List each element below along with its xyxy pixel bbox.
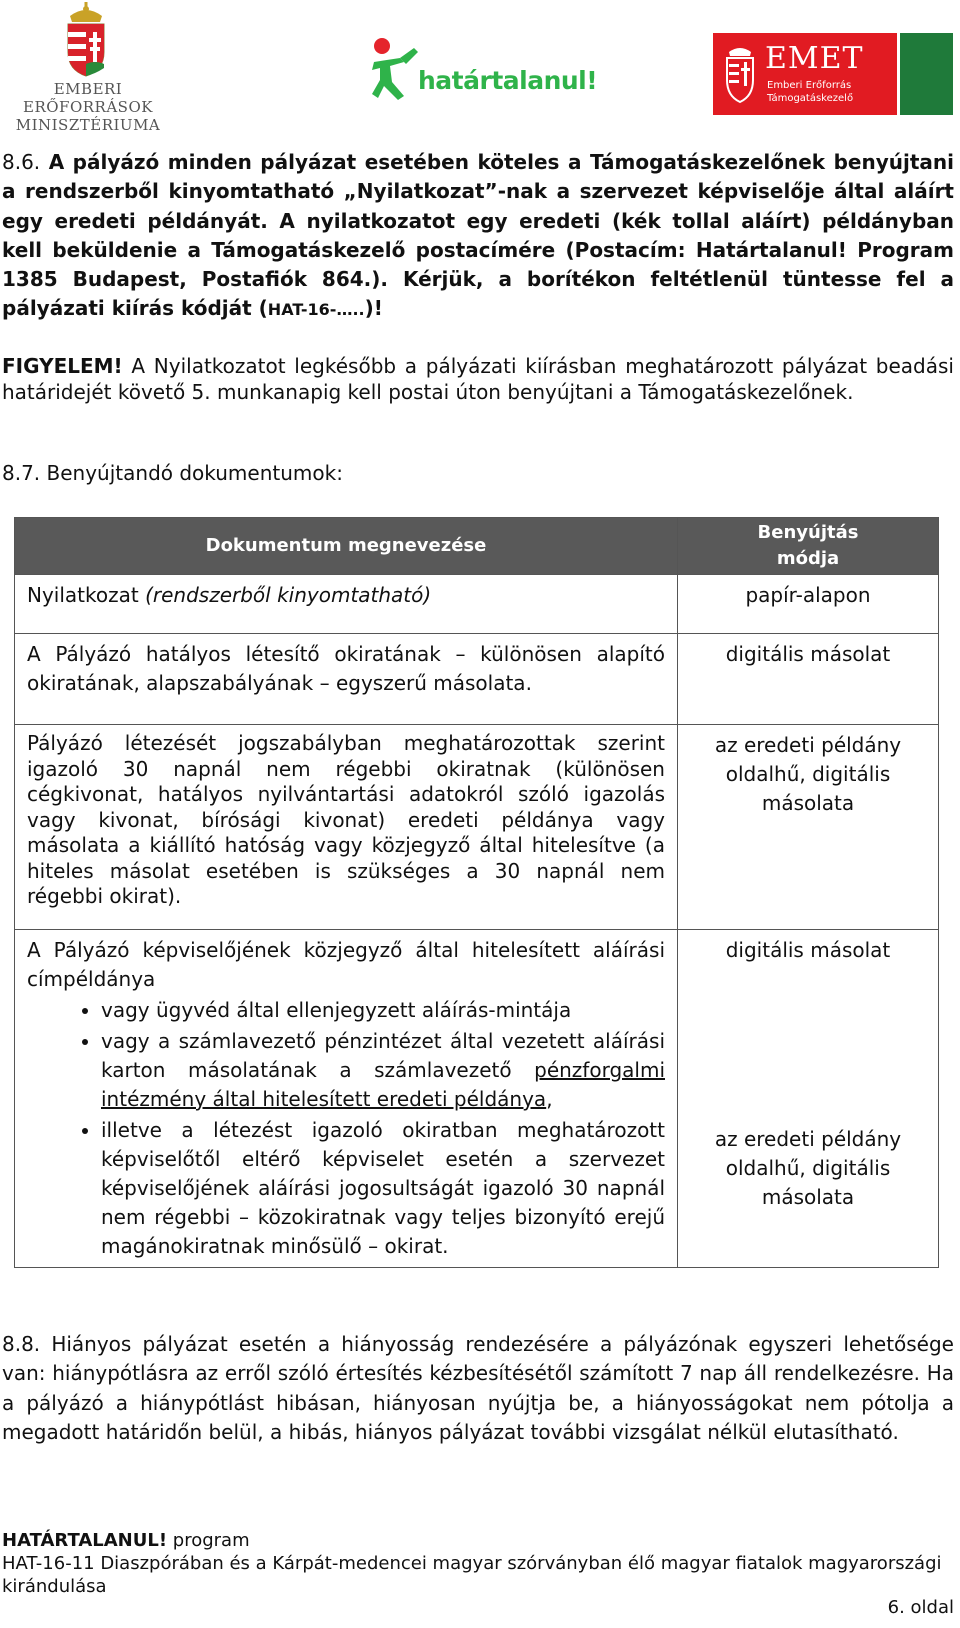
notice-text: A Nyilatkozatot legkésőbb a pályázati kiírásban meghatározott pályázat beadási határidejét követő 5. munkanapig kell postai úton benyújtani a Támogatáskezelőnek. [2,354,954,404]
footer-program [2,1529,954,1552]
document-cell: Pályázó létezését jogszabályban meghatározottak szerint igazoló 30 napnál nem régebbi okiratnak (különösen cégkivonat, hatályos nyilvántartási adatokról szóló igazolás vagy kivonat, bírósági kivonat) eredeti példánya vagy másolata a kiállító hatóság vagy közjegyző által hitelesítve (a hiteles másolat esetében is szükséges a 30 napnál nem régebbi okirat). [15,725,678,930]
program-logo-text: határtalanul! [418,66,598,95]
document-name: Nyilatkozat [27,583,146,607]
call-code: HAT-16-….. [267,300,365,320]
method-cell [678,930,939,1268]
notice-paragraph [2,354,954,405]
footer-program-suffix: program [167,1530,250,1551]
section-8-7-heading: 8.7. Benyújtandó dokumentumok: [2,461,343,485]
document-intro: A Pályázó képviselőjének közjegyző által hitelesített aláírási címpéldánya [27,938,665,991]
document-note: (rendszerből kinyomtatható) [145,583,432,607]
table-row [15,725,939,930]
ministry-name-line2: MINISZTÉRIUMA [15,116,161,134]
method-bottom: az eredeti példány oldalhű, digitális másolata [714,1127,902,1209]
table-row [15,575,939,634]
underlined-text: pénzforgalmi intézmény által hitelesített eredeti példánya [101,1058,665,1111]
table-row [15,930,939,1268]
emet-sub-line1: Emberi Erőforrás [767,80,852,91]
section-8-6-tail: )! [364,296,383,321]
method-top: digitális másolat [725,938,891,962]
document-cell: A Pályázó hatályos létesítő okiratának – különösen alapító okiratának, alapszabályának – egyszerű másolata. [15,634,678,725]
section-8-6 [2,148,954,325]
footer-program-name: HATÁRTALANUL! [2,1530,168,1551]
emet-logo [713,33,953,115]
method-cell: az eredeti példány oldalhű, digitális másolata [678,725,939,930]
method-cell: digitális másolat [678,634,939,725]
documents-table [14,517,939,1268]
emet-coat-of-arms-icon [723,44,757,104]
section-8-6-number: 8.6. [2,150,41,174]
table-row [15,634,939,725]
coat-of-arms-icon [60,2,112,78]
list-item: • illetve a létezést igazoló okiratban meghatározott képviselőtől eltérő képviselet esetén a szervezet képviselőjének aláírási jogosultságát igazoló 30 napnál nem régebbi – közokiratnak vagy teljes bizonyító erejű magánokiratnak minősülő – okirat. [101,1116,665,1261]
emet-sub-line2: Támogatáskezelő [767,93,854,104]
ministry-name-line1: EMBERI ERŐFORRÁSOK [23,80,153,116]
page-number: 6. oldal [887,1597,954,1618]
bullet-text: vagy a számlavezető pénzintézet által vezetett aláírási karton másolatának a számlavezető [101,1029,665,1082]
column-header-document: Dokumentum megnevezése [15,518,678,575]
method-cell: papír-alapon [678,575,939,634]
bullet-tail: , [546,1087,553,1111]
notice-label: FIGYELEM! [2,354,123,378]
emet-green-block [900,33,953,115]
ministry-logo [2,0,172,134]
document-bullet-list [27,996,665,1261]
emet-name: EMET [765,41,864,76]
document-cell [15,575,678,634]
section-8-6-text: A pályázó minden pályázat esetében köteles a Támogatáskezelőnek benyújtani a rendszerből kinyomtatható „Nyilatkozat”-nak a szervezet képviselője által aláírt egy eredeti példányát. A nyilatkozatot egy eredeti (kék tollal aláírt) példányban kell beküldenie a Támogatáskezelő postacímére (Postacím: Határtalanul! Program 1385 Budapest, Postafiók 864.). Kérjük, a borítékon feltétlenül tüntesse fel a pályázati kiírás kódját ( [2,150,954,321]
list-item [101,1027,665,1114]
emet-red-block [713,33,897,115]
running-figure-icon [370,36,422,100]
list-item: • vagy ügyvéd által ellenjegyzett aláírás-mintája [101,996,665,1025]
column-header-method-line2: módja [776,548,840,569]
footer-title: HAT-16-11 Diaszpórában és a Kárpát-medencei magyar szórványban élő magyar fiatalok magyarországi kirándulása [2,1553,942,1597]
hatartalanul-logo [370,36,598,100]
document-cell [15,930,678,1268]
column-header-method-line1: Benyújtás [757,522,859,543]
table-header-row [15,518,939,575]
column-header-method [678,518,939,575]
section-8-8: 8.8. Hiányos pályázat esetén a hiányosság rendezésére a pályázónak egyszeri lehetősége van: hiánypótlásra az erről szóló értesítés kézbesítésétől számított 7 nap áll rendelkezésre. Ha a pályázó a hiánypótlást hibásan, hiányosan nyújtja be, a hiányosságokat nem pótolja a megadott határidőn belül, a hibás, hiányos pályázat további vizsgálat nélkül elutasítható. [2,1332,954,1444]
